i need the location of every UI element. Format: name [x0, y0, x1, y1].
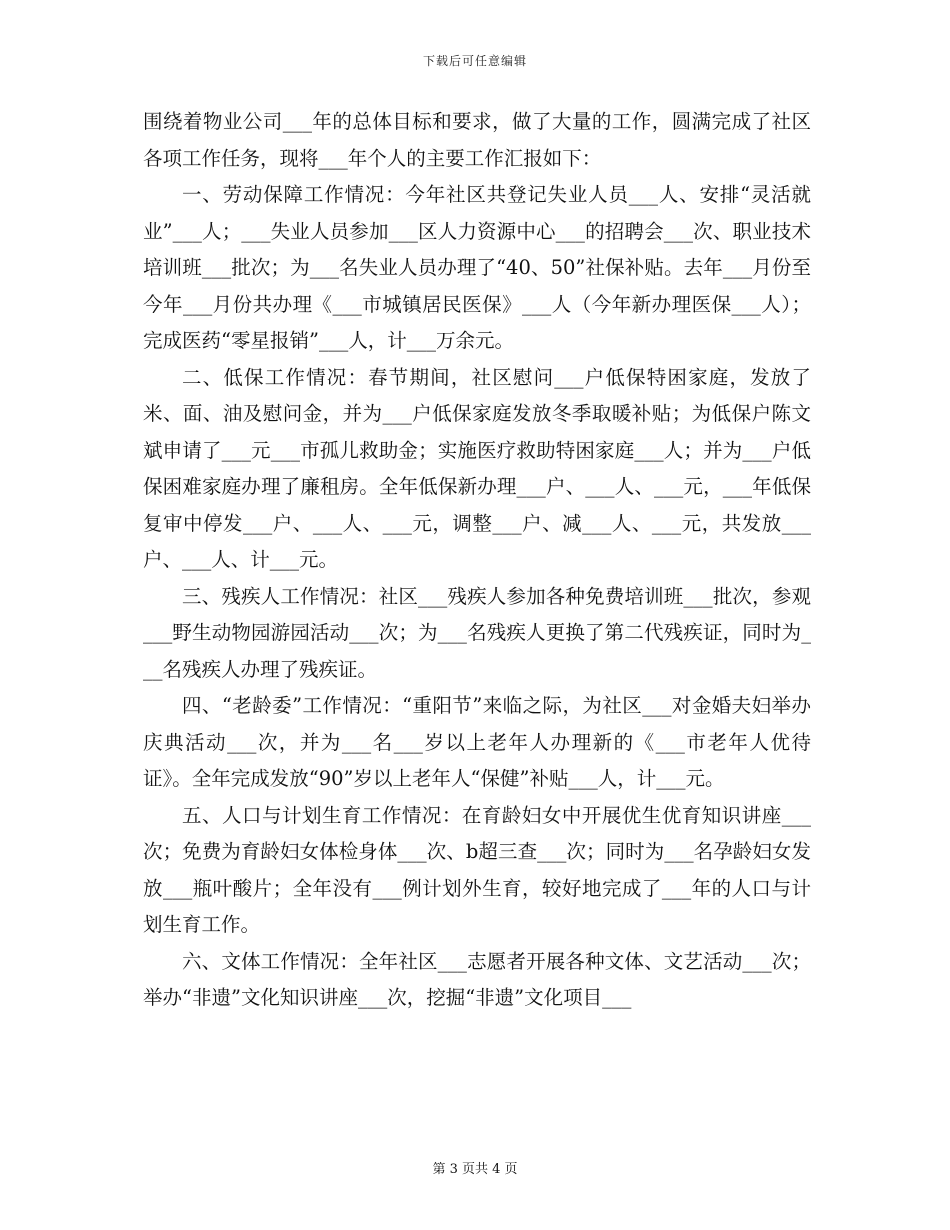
section-minimum-living: 二、低保工作情况：春节期间，社区慰问___户低保特困家庭，发放了米、面、油及慰问金，并为___户低保家庭发放冬季取暖补贴；为低保户陈文斌申请了___元___市孤儿救助金；实施医疗救助特困家庭___人；并为___户低保困难家庭办理了廉租房。全年低保新办理___户、___人、___元，___年低保复审中停发___户、___人、___元，调整___户、减___人、___元，共发放___户、___人、计___元。 — [143, 365, 811, 571]
section-disabled-persons: 三、残疾人工作情况：社区___残疾人参加各种免费培训班___批次，参观___野生动物园游园活动___次；为___名残疾人更换了第二代残疾证，同时为___名残疾人办理了残疾证。 — [143, 584, 811, 681]
section-labor-security: 一、劳动保障工作情况：今年社区共登记失业人员___人、安排“灵活就业”___人；___失业人员参加___区人力资源中心___的招聘会___次、职业技术培训班___批次；为___名失业人员办理了“40、50”社保补贴。去年___月份至今年___月份共办理《___市城镇居民医保》___人（今年新办理医保___人）；完成医药“零星报销”___人，计___万余元。 — [143, 183, 811, 352]
page-header: 下载后可任意编辑 — [422, 54, 527, 68]
document-body — [143, 104, 811, 1017]
intro-paragraph: 围绕着物业公司___年的总体目标和要求，做了大量的工作，圆满完成了社区各项工作任务，现将___年个人的主要工作汇报如下： — [143, 110, 811, 170]
page-footer: 第 3 页共 4 页 — [432, 1162, 518, 1177]
section-aging-committee: 四、“老龄委”工作情况：“重阳节”来临之际，为社区___对金婚夫妇举办庆典活动___次，并为___名___岁以上老年人办理新的《___市老年人优待证》。全年完成发放“90”岁以上老年人“保健”补贴___人，计___元。 — [143, 694, 811, 790]
section-culture-sports: 六、文体工作情况：全年社区___志愿者开展各种文体、文艺活动___次；举办“非遗”文化知识讲座___次，挖掘“非遗”文化项目___ — [143, 949, 811, 1009]
section-family-planning: 五、人口与计划生育工作情况：在育龄妇女中开展优生优育知识讲座___次；免费为育龄妇女体检身体___次、b超三查___次；同时为___名孕龄妇女发放___瓶叶酸片；全年没有___例计划外生育，较好地完成了___年的人口与计划生育工作。 — [143, 803, 811, 936]
